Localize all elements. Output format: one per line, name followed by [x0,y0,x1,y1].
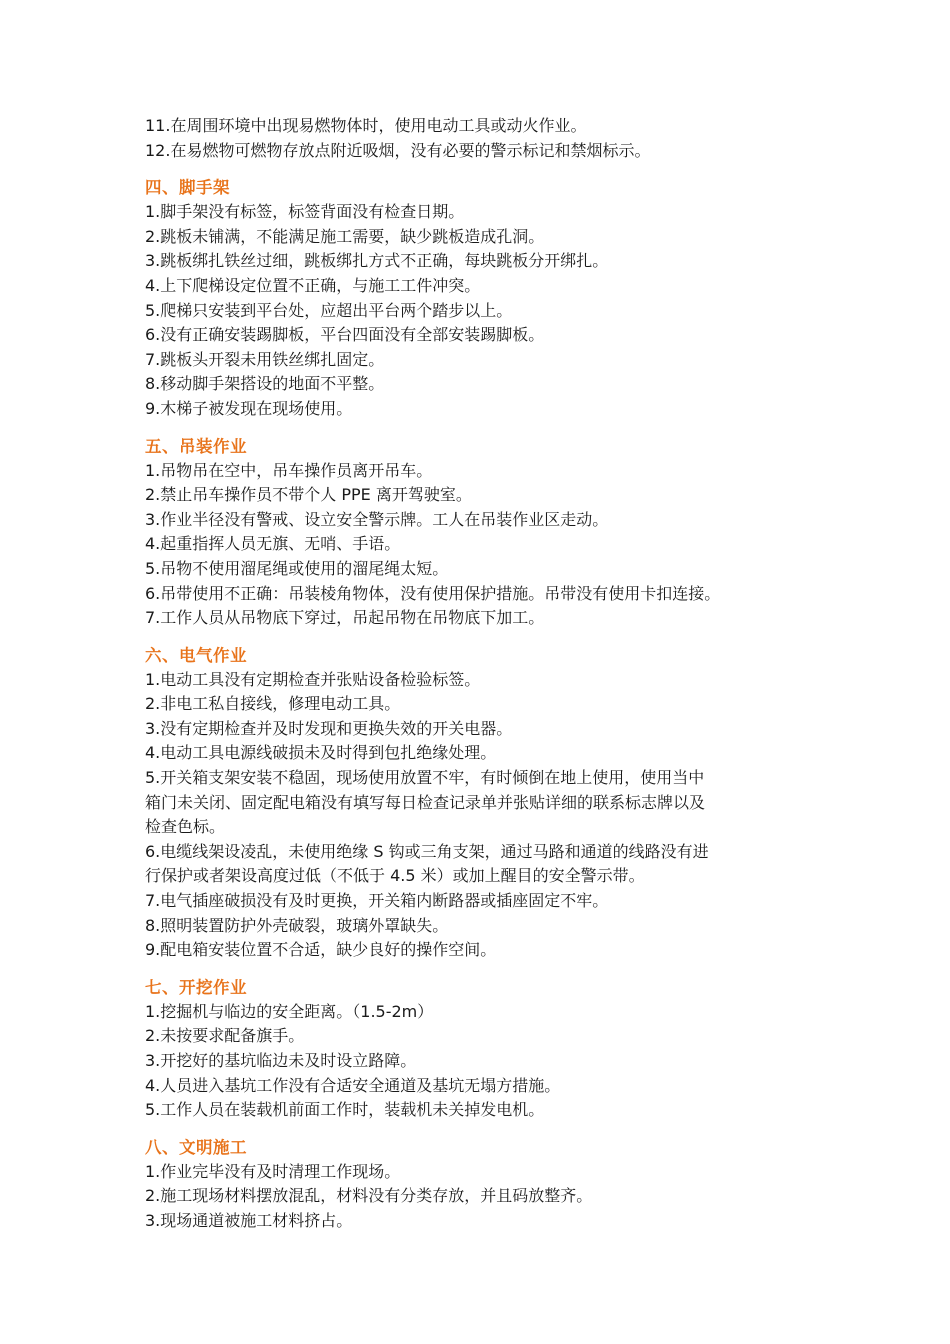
list-item: 7.电气插座破损没有及时更换，开关箱内断路器或插座固定不牢。 [145,891,609,911]
list-item: 2.跳板未铺满，不能满足施工需要，缺少跳板造成孔洞。 [145,226,545,246]
list-item: 5.开关箱支架安装不稳固，现场使用放置不牢，有时倾倒在地上使用，使用当中 箱门未关闭、固定配电箱没有填写每日检查记录单并张贴详细的联系标志牌以及 检查色标。 [145,768,706,837]
list-item: 4.起重指挥人员无旗、无哨、手语。 [145,534,401,554]
list-item: 5.爬梯只安装到平台处，应超出平台两个踏步以上。 [145,300,513,320]
list-item: 3.作业半径没有警戒、设立安全警示牌。工人在吊装作业区走动。 [145,509,609,529]
section-title: 七、开挖作业 [145,977,247,997]
section-block [145,434,815,631]
list-item: 6.吊带使用不正确：吊装棱角物体，没有使用保护措施。吊带没有使用卡扣连接。 [145,583,721,603]
list-item: 8.照明装置防护外壳破裂，玻璃外罩缺失。 [145,915,449,935]
list-item: 1.吊物吊在空中，吊车操作员离开吊车。 [145,460,433,480]
intro-line: 12.在易燃物可燃物存放点附近吸烟，没有必要的警示标记和禁烟标示。 [145,140,651,160]
section-title: 四、脚手架 [145,178,230,198]
list-item: 9.配电箱安装位置不合适，缺少良好的操作空间。 [145,940,497,960]
sections-container [145,175,815,1233]
list-item: 3.没有定期检查并及时发现和更换失效的开关电器。 [145,718,513,738]
section-title: 八、文明施工 [145,1137,247,1157]
list-item: 9.木梯子被发现在现场使用。 [145,398,353,418]
list-item: 3.开挖好的基坑临边未及时设立路障。 [145,1051,417,1070]
section-block [145,1135,815,1234]
intro-line: 11.在周围环境中出现易燃物体时，使用电动工具或动火作业。 [145,116,587,135]
list-item: 1.挖掘机与临边的安全距离。（1.5-2m） [145,1001,434,1021]
section-block [145,175,815,421]
list-item: 3.跳板绑扎铁丝过细，跳板绑扎方式不正确，每块跳板分开绑扎。 [145,251,609,271]
document-page [145,114,815,1234]
section-block [145,643,815,963]
list-item: 8.移动脚手架搭设的地面不平整。 [145,374,385,394]
list-item: 2.未按要求配备旗手。 [145,1026,305,1046]
list-item: 4.人员进入基坑工作没有合适安全通道及基坑无塌方措施。 [145,1075,561,1095]
list-item: 2.施工现场材料摆放混乱，材料没有分类存放，并且码放整齐。 [145,1186,593,1206]
list-item: 5.工作人员在装载机前面工作时，装载机未关掉发电机。 [145,1100,545,1120]
list-item: 6.电缆线架设凌乱，未使用绝缘 S 钩或三角支架，通过马路和通道的线路没有进 行保护或者架设高度过低（不低于 4.5 米）或加上醒目的安全警示带。 [145,841,709,886]
list-item: 7.跳板头开裂未用铁丝绑扎固定。 [145,349,385,369]
list-item: 2.禁止吊车操作员不带个人 PPE 离开驾驶室。 [145,485,472,505]
section-block [145,975,815,1123]
list-item: 6.没有正确安装踢脚板，平台四面没有全部安装踢脚板。 [145,325,545,345]
list-item: 5.吊物不使用溜尾绳或使用的溜尾绳太短。 [145,558,449,578]
list-item: 1.作业完毕没有及时清理工作现场。 [145,1161,401,1181]
section-title: 六、电气作业 [145,645,247,665]
list-item: 7.工作人员从吊物底下穿过，吊起吊物在吊物底下加工。 [145,608,545,628]
list-item: 1.脚手架没有标签，标签背面没有检查日期。 [145,202,465,222]
section-title: 五、吊装作业 [145,436,247,456]
list-item: 4.电动工具电源线破损未及时得到包扎绝缘处理。 [145,743,497,763]
list-item: 2.非电工私自接线，修理电动工具。 [145,694,401,714]
list-item: 3.现场通道被施工材料挤占。 [145,1210,353,1230]
list-item: 4.上下爬梯设定位置不正确，与施工工件冲突。 [145,275,481,295]
list-item: 1.电动工具没有定期检查并张贴设备检验标签。 [145,669,481,689]
intro-block [145,114,815,163]
